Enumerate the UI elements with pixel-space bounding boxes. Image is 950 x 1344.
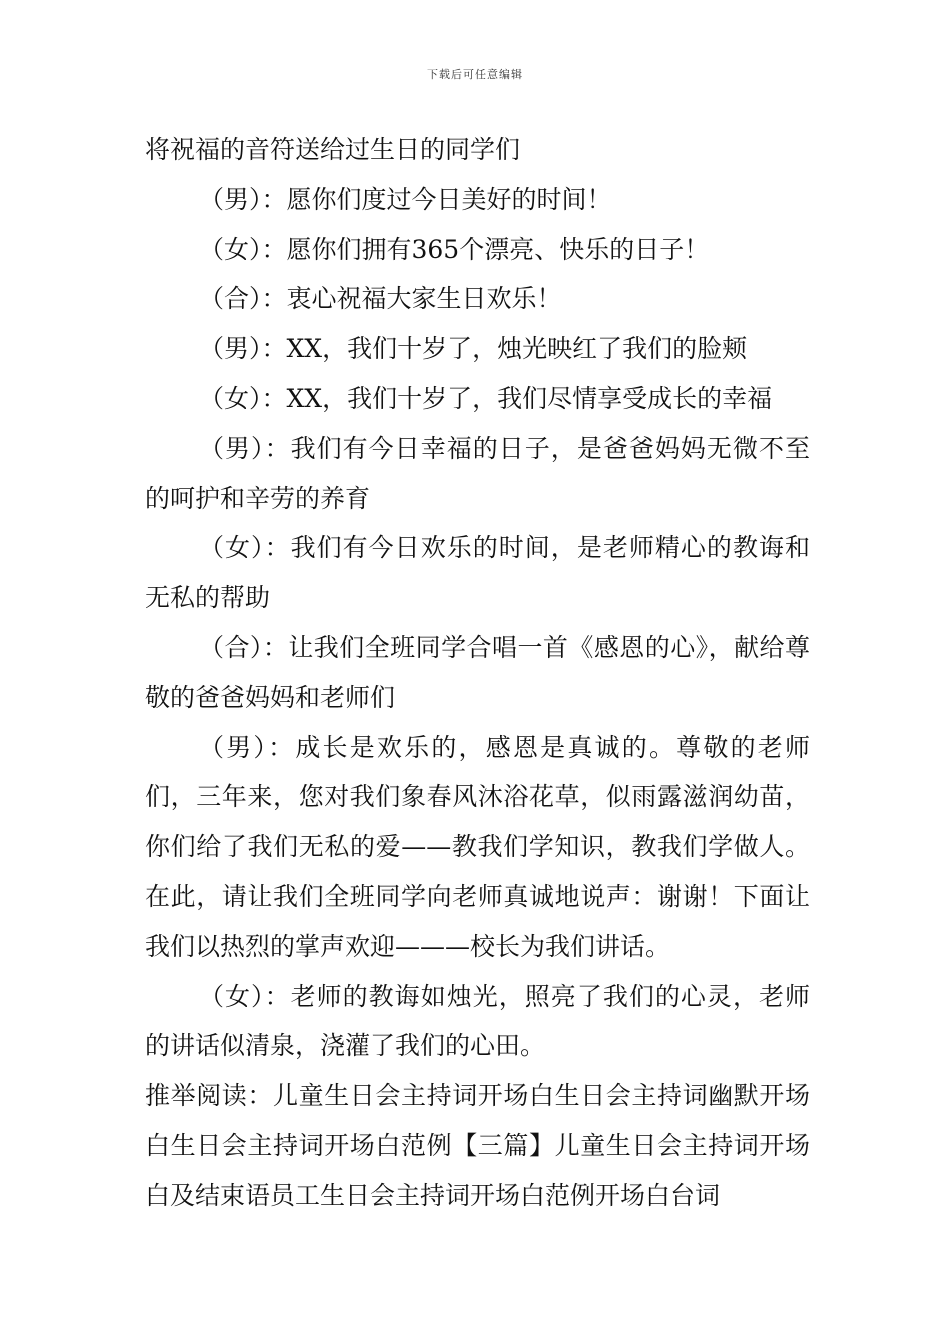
paragraph: （男）：愿你们度过今日美好的时间！ <box>199 184 612 214</box>
paragraph: （男）：成长是欢乐的，感恩是真诚的。尊敬的老师们，三年来，您对我们象春风沐浴花草，似雨露滋润幼苗，你们给了我们无私的爱——教我们学知识，教我们学做人。在此，请让我们全班同学向老师真诚地说声：谢谢！下面让我们以热烈的掌声欢迎———校长为我们讲话。 <box>145 732 810 961</box>
recommended-reading: 推举阅读：儿童生日会主持词开场白生日会主持词幽默开场白生日会主持词开场白范例【三篇】儿童生日会主持词开场白及结束语员工生日会主持词开场白范例开场白台词 <box>145 1081 810 1210</box>
paragraph: （女）：老师的教诲如烛光，照亮了我们的心灵，老师的讲话似清泉，浇灌了我们的心田。 <box>145 981 810 1061</box>
paragraph: （女）：我们有今日欢乐的时间，是老师精心的教诲和无私的帮助 <box>145 533 810 613</box>
paragraph: （男）：XX，我们十岁了，烛光映红了我们的脸颊 <box>199 334 748 364</box>
header-note: 下载后可任意编辑 <box>427 68 523 81</box>
paragraph: 将祝福的音符送给过生日的同学们 <box>145 135 521 164</box>
paragraph: （合）：衷心祝福大家生日欢乐！ <box>199 284 562 314</box>
paragraph: （女）：愿你们拥有365个漂亮、快乐的日子！ <box>199 234 710 264</box>
paragraph: （女）：XX，我们十岁了，我们尽情享受成长的幸福 <box>199 383 773 413</box>
document-body <box>145 125 810 1221</box>
paragraph: （合）：让我们全班同学合唱一首《感恩的心》，献给尊敬的爸爸妈妈和老师们 <box>145 632 810 712</box>
paragraph: （男）：我们有今日幸福的日子，是爸爸妈妈无微不至的呵护和辛劳的养育 <box>145 433 810 513</box>
